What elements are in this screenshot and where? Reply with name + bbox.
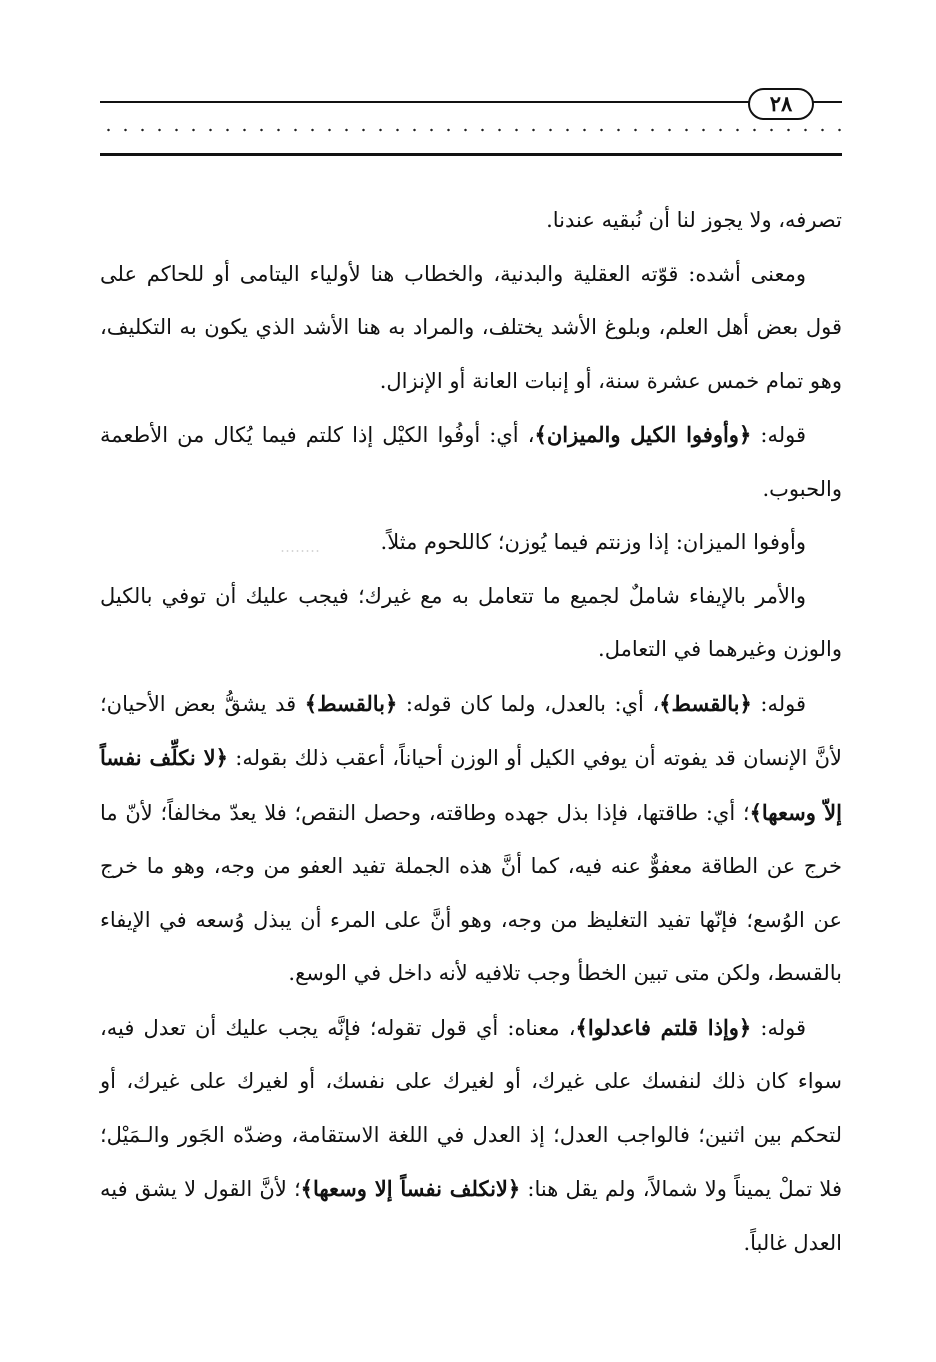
paragraph-text: ومعنى أشده: قوّته العقلية والبدنية، والخطاب هنا لأولياء اليتامى أو للحاكم على قول بعض أهل العلم، وبلوغ الأشد يختلف، والمراد به هنا الأشد الذي يكون به التكليف، وهو تمام خمس عشرة سنة، أو إنبات العانة أو الإنزال.	[100, 261, 842, 393]
header-top-rule	[100, 101, 842, 103]
page-number: ٢٨	[748, 88, 814, 120]
paragraph-text: ، أي: بالعدل، ولما كان قوله:	[397, 691, 660, 716]
paragraph	[100, 1001, 842, 1271]
paragraph-text: والأمر بالإيفاء شاملٌ لجميع ما تتعامل به مع غيرك؛ فيجب عليك أن توفي بالكيل والوزن وغيرهما في التعامل.	[100, 583, 842, 661]
paragraph-text: ؛ أي: طاقتها، فإذا بذل جهده وطاقته، وحصل النقص؛ فلا يعدّ مخالفاً؛ لأنّ ما خرج عن الطاقة معفوٌّ عنه فيه، كما أنَّ هذه الجملة تفيد العفو من وجه، وهو ما خرج عن الوُسع؛ فإنّها تفيد التغليظ من وجه، وهو أنَّ على المرء أن يبذل وُسعه في الإيفاء بالقسط، ولكن متى تبين الخطأ وجب تلافيه لأنه داخل في الوسع.	[100, 800, 842, 985]
paragraph-text: قوله:	[751, 691, 806, 716]
header-dotted-rule	[100, 126, 842, 134]
quran-quote: ﴿وأوفوا الكيل والميزان﴾	[534, 422, 752, 447]
paragraph-text: تصرفه، ولا يجوز لنا أن نُبقيه عندنا.	[546, 208, 842, 232]
quran-quote: ﴿وإذا قلتم فاعدلوا﴾	[575, 1014, 752, 1040]
page-header	[0, 0, 936, 170]
paragraph-text: قوله:	[751, 423, 806, 447]
quran-quote: ﴿بالقسط﴾	[304, 690, 398, 716]
quran-quote: ﴿بالقسط﴾	[659, 690, 752, 716]
paragraph-text: وأوفوا الميزان: إذا وزنتم فيما يُوزن؛ كاللحوم مثلاً.	[380, 530, 806, 554]
header-bottom-rule	[100, 153, 842, 156]
paragraph	[100, 194, 842, 248]
quran-quote: ﴿لانكلف نفساً إلا وسعها﴾	[300, 1176, 521, 1201]
paragraph	[100, 516, 842, 570]
paragraph-text: ، معناه: أي قول تقوله؛ فإنَّه يجب عليك أن تعدل فيه، سواء كان ذلك لنفسك على غيرك، أو لغيرك على نفسك، أو لغيرك على غيرك، أو لتحكم بين اثنين؛ فالواجب العدل؛ إذ العدل في اللغة الاستقامة، وضدّه الجَور والـمَيْل؛ فلا تملْ يميناً ولا شمالاً، ولم يقل هنا:	[100, 1015, 842, 1201]
paragraph-text: ؛ لأنَّ القول لا يشق فيه العدل غالباً.	[100, 1177, 842, 1255]
paragraph-text: قوله:	[751, 1015, 807, 1040]
paragraph	[100, 677, 842, 1001]
paragraph	[100, 570, 842, 677]
body-text	[100, 194, 842, 1270]
quran-quote: ﴿لا نكلِّف نفساً إلاّ وسعها﴾	[100, 745, 842, 825]
paragraph-text: ، أي: أوفُوا الكيْل إذا كلتم فيما يُكال من الأطعمة والحبوب.	[100, 423, 842, 501]
paragraph-text: قد يشقُّ بعض الأحيان؛ لأنَّ الإنسان قد يفوته أن يوفي الكيل أو الوزن أحياناً، أعقب ذلك بقوله:	[100, 691, 842, 770]
paragraph	[100, 248, 842, 409]
paragraph	[100, 408, 842, 516]
